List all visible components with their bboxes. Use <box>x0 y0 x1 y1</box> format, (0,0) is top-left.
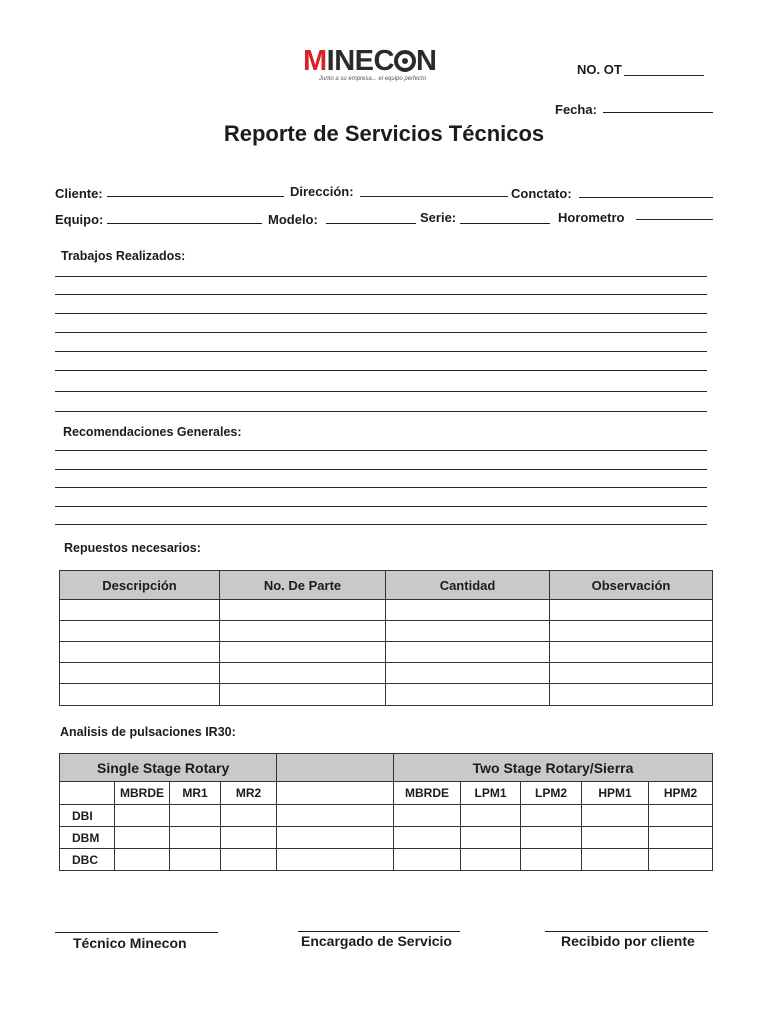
no-parte-cell[interactable] <box>220 684 386 706</box>
row-label-dbi: DBI <box>60 805 115 827</box>
col-mbrde-single: MBRDE <box>115 782 170 805</box>
no-parte-cell[interactable] <box>220 642 386 663</box>
page-title: Reporte de Servicios Técnicos <box>223 121 545 146</box>
value-cell[interactable] <box>394 849 461 871</box>
cantidad-cell[interactable] <box>386 621 550 642</box>
value-cell[interactable] <box>521 805 582 827</box>
col-mbrde-two: MBRDE <box>394 782 461 805</box>
no-ot-label: NO. OT <box>577 62 622 77</box>
value-cell[interactable] <box>170 849 221 871</box>
value-cell[interactable] <box>277 805 394 827</box>
col-mr2: MR2 <box>221 782 277 805</box>
cantidad-cell[interactable] <box>386 642 550 663</box>
recibido-signature-label: Recibido por cliente <box>561 933 695 949</box>
recomendaciones-label: Recomendaciones Generales: <box>63 425 242 439</box>
observacion-cell[interactable] <box>550 684 713 706</box>
two-stage-header: Two Stage Rotary/Sierra <box>394 754 713 782</box>
table-row <box>60 827 713 849</box>
trabajos-line[interactable] <box>55 370 707 371</box>
trabajos-line[interactable] <box>55 332 707 333</box>
logo-wordmark: MINEC N <box>303 45 437 77</box>
trabajos-label: Trabajos Realizados: <box>61 249 186 263</box>
serie-label: Serie: <box>420 210 457 225</box>
encargado-signature-label: Encargado de Servicio <box>301 933 452 949</box>
single-stage-header: Single Stage Rotary <box>60 754 277 782</box>
col-hpm2: HPM2 <box>649 782 713 805</box>
no-ot-field[interactable] <box>624 75 704 76</box>
repuestos-label: Repuestos necesarios: <box>64 541 201 555</box>
observacion-cell[interactable] <box>550 663 713 684</box>
contacto-field[interactable] <box>579 197 713 198</box>
no-parte-cell[interactable] <box>220 600 386 621</box>
descripcion-cell[interactable] <box>60 600 220 621</box>
value-cell[interactable] <box>115 849 170 871</box>
equipo-field[interactable] <box>107 223 262 224</box>
cliente-label: Cliente: <box>55 186 103 201</box>
descripcion-cell[interactable] <box>60 642 220 663</box>
trabajos-line[interactable] <box>55 276 707 277</box>
tecnico-signature-line[interactable] <box>55 932 218 933</box>
value-cell[interactable] <box>461 827 521 849</box>
value-cell[interactable] <box>649 849 713 871</box>
col-lpm2: LPM2 <box>521 782 582 805</box>
trabajos-line[interactable] <box>55 391 707 392</box>
table-row <box>60 621 713 642</box>
col-mr1: MR1 <box>170 782 221 805</box>
equipo-label: Equipo: <box>55 212 104 227</box>
observacion-cell[interactable] <box>550 642 713 663</box>
recomendaciones-line[interactable] <box>55 487 707 488</box>
logo-tagline: Junto a su empresa... el equipo perfecto <box>319 76 427 82</box>
horometro-label: Horometro <box>558 210 625 225</box>
col-no-parte: No. De Parte <box>220 571 386 600</box>
value-cell[interactable] <box>170 827 221 849</box>
value-cell[interactable] <box>221 827 277 849</box>
table-row <box>60 663 713 684</box>
col-lpm1: LPM1 <box>461 782 521 805</box>
value-cell[interactable] <box>115 805 170 827</box>
cantidad-cell[interactable] <box>386 600 550 621</box>
descripcion-cell[interactable] <box>60 621 220 642</box>
observacion-cell[interactable] <box>550 621 713 642</box>
table-row <box>60 849 713 871</box>
trabajos-line[interactable] <box>55 351 707 352</box>
modelo-label: Modelo: <box>268 212 318 227</box>
value-cell[interactable] <box>461 805 521 827</box>
col-descripcion: Descripción <box>60 571 220 600</box>
value-cell[interactable] <box>394 827 461 849</box>
row-label-dbc: DBC <box>60 849 115 871</box>
descripcion-cell[interactable] <box>60 684 220 706</box>
tecnico-signature-label: Técnico Minecon <box>73 935 187 951</box>
value-cell[interactable] <box>277 849 394 871</box>
analisis-table <box>59 753 713 871</box>
recomendaciones-line[interactable] <box>55 506 707 507</box>
value-cell[interactable] <box>461 849 521 871</box>
repuestos-table <box>59 570 713 706</box>
minecon-logo <box>303 46 453 92</box>
recomendaciones-line[interactable] <box>55 469 707 470</box>
value-cell[interactable] <box>115 827 170 849</box>
row-label-dbm: DBM <box>60 827 115 849</box>
trabajos-line[interactable] <box>55 411 707 412</box>
direccion-label: Dirección: <box>290 184 354 199</box>
recibido-signature-line[interactable] <box>545 931 708 932</box>
cliente-field[interactable] <box>107 196 284 197</box>
direccion-field[interactable] <box>360 196 508 197</box>
spacer-header <box>277 754 394 782</box>
table-row <box>60 684 713 706</box>
value-cell[interactable] <box>277 827 394 849</box>
value-cell[interactable] <box>394 805 461 827</box>
serie-field[interactable] <box>460 223 550 224</box>
value-cell[interactable] <box>582 827 649 849</box>
analisis-label: Analisis de pulsaciones IR30: <box>60 725 236 739</box>
modelo-field[interactable] <box>326 223 416 224</box>
recomendaciones-line[interactable] <box>55 524 707 525</box>
recomendaciones-line[interactable] <box>55 450 707 451</box>
table-row <box>60 805 713 827</box>
value-cell[interactable] <box>170 805 221 827</box>
horometro-field[interactable] <box>636 219 713 220</box>
col-hpm1: HPM1 <box>582 782 649 805</box>
value-cell[interactable] <box>221 849 277 871</box>
fecha-field[interactable] <box>603 112 713 113</box>
descripcion-cell[interactable] <box>60 663 220 684</box>
value-cell[interactable] <box>521 849 582 871</box>
no-parte-cell[interactable] <box>220 663 386 684</box>
cantidad-cell[interactable] <box>386 663 550 684</box>
row-label-header <box>60 782 115 805</box>
value-cell[interactable] <box>521 827 582 849</box>
value-cell[interactable] <box>649 827 713 849</box>
no-parte-cell[interactable] <box>220 621 386 642</box>
table-row <box>60 642 713 663</box>
encargado-signature-line[interactable] <box>298 931 460 932</box>
value-cell[interactable] <box>582 849 649 871</box>
trabajos-line[interactable] <box>55 294 707 295</box>
cantidad-cell[interactable] <box>386 684 550 706</box>
col-cantidad: Cantidad <box>386 571 550 600</box>
contacto-label: Conctato: <box>511 186 572 201</box>
value-cell[interactable] <box>582 805 649 827</box>
gear-icon <box>394 50 416 72</box>
value-cell[interactable] <box>221 805 277 827</box>
spacer-cell <box>277 782 394 805</box>
trabajos-line[interactable] <box>55 313 707 314</box>
col-observacion: Observación <box>550 571 713 600</box>
value-cell[interactable] <box>649 805 713 827</box>
table-row <box>60 600 713 621</box>
fecha-label: Fecha: <box>555 102 597 117</box>
observacion-cell[interactable] <box>550 600 713 621</box>
